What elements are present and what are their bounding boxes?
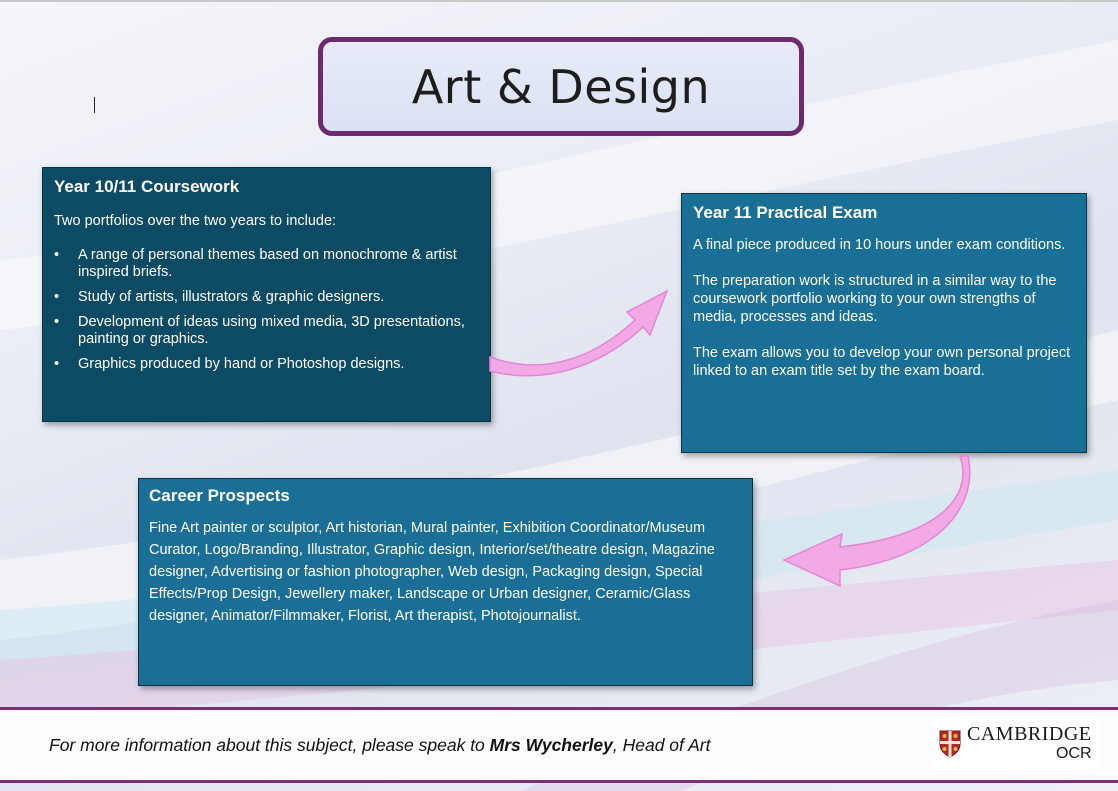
cambridge-ocr-logo — [933, 715, 1101, 773]
career-heading: Career Prospects — [149, 486, 290, 505]
career-panel — [138, 478, 753, 686]
pink-curved-arrow-icon — [780, 452, 975, 592]
list-item: • Study of artists, illustrators & graphic designers. — [54, 289, 479, 306]
exam-paragraph: The preparation work is structured in a similar way to the coursework portfolio working to your own strengths of media, processes and ideas. — [693, 273, 1057, 325]
page-title: Art & Design — [411, 59, 711, 114]
footer-prefix: For more information about this subject, please speak to — [49, 735, 490, 755]
coursework-bullet-list — [54, 247, 479, 373]
exam-paragraph: A final piece produced in 10 hours under exam conditions. — [693, 237, 1066, 253]
list-item: • Graphics produced by hand or Photoshop designs. — [54, 356, 479, 373]
footer-bar — [0, 707, 1118, 783]
logo-line-1: CAMBRIDGE — [967, 723, 1092, 745]
logo-line-2: OCR — [1055, 745, 1092, 762]
cambridge-shield-icon — [939, 730, 961, 758]
top-border-line — [0, 0, 1118, 2]
coursework-intro: Two portfolios over the two years to include: — [54, 213, 337, 229]
list-item: • A range of personal themes based on monochrome & artist inspired briefs. — [54, 247, 479, 281]
career-text: Fine Art painter or sculptor, Art historian, Mural painter, Exhibition Coordinator/Museum Curator, Logo/Branding, Illustrator, Graphic design, Interior/set/theatre design, Magazine designer, Advertising or fashion photographer, Web design, Packaging design, Special Effects/Prop Design, Jewellery maker, Landscape or Urban designer, Ceramic/Glass designer, Animator/Filmmaker, Florist, Art therapist, Photojournalist. — [149, 520, 715, 624]
pink-curved-arrow-icon — [485, 285, 675, 385]
footer-text — [49, 735, 710, 756]
coursework-panel — [42, 167, 491, 422]
footer-suffix: , Head of Art — [612, 735, 711, 755]
text-cursor — [94, 97, 95, 113]
title-banner — [318, 37, 804, 136]
exam-panel — [681, 193, 1087, 453]
list-item: • Development of ideas using mixed media, 3D presentations, painting or graphics. — [54, 314, 479, 348]
exam-paragraph: The exam allows you to develop your own personal project linked to an exam title set by the exam board. — [693, 345, 1071, 379]
exam-heading: Year 11 Practical Exam — [693, 203, 878, 222]
coursework-heading: Year 10/11 Coursework — [54, 177, 240, 196]
contact-name: Mrs Wycherley — [489, 735, 613, 755]
